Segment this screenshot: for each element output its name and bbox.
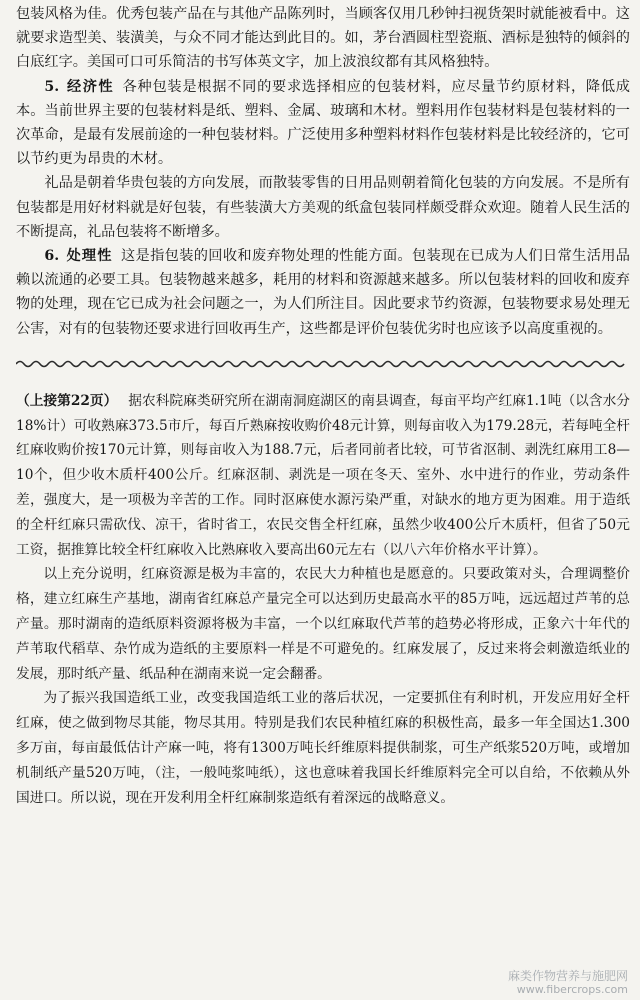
watermark [508, 970, 628, 996]
wave-divider-line [16, 357, 626, 371]
item-6-heading: 处理性 [66, 248, 113, 265]
watermark-url: www.fibercrops.com [516, 983, 628, 996]
watermark-site-name: 麻类作物营养与施肥网 [507, 969, 628, 983]
item-6-paragraph [16, 244, 630, 341]
upper-section [16, 2, 630, 341]
gift-paragraph: 礼品是朝着华贵包装的方向发展，而散装零售的日用品则朝着简化包装的方向发展。不是所有包装都是用好材料就是好包装，有些装潢大方美观的纸盒包装同样颇受群众欢迎。随着人民生活的不断提高，礼品包装将不断增多。 [16, 175, 630, 240]
item-5-number: 5. [44, 78, 60, 95]
lower-section [16, 389, 630, 811]
lower-paragraph-1-text: 据农科院麻类研究所在湖南洞庭湖区的南县调查，每亩平均产红麻1.1吨（以含水分18%计）可收熟麻373.5市斤，每百斤熟麻按收购价48元计算，则每亩收入为179.28元，若每吨全杆红麻收购价按170元计算，则每亩收入为188.7元，后者同前者比较，可节省沤制、剥洗红麻用工8—10个，但少收木质杆400公斤。红麻沤制、剥洗是一项在冬天、室外、水中进行的作业，劳动条件差，强度大，是一项极为辛苦的工作。同时沤麻使水源污染严重，对缺水的地方更为困难。用于造纸的全杆红麻只需砍伐、凉干，省时省工，农民交售全杆红麻，虽然少收400公斤木质杆，但省了50元工资，据推算比较全杆红麻收入比熟麻收入要高出60元左右（以八六年价格水平计算）。 [16, 392, 630, 558]
item-6-text: 这是指包装的回收和废弃物处理的性能方面。包装现在已成为人们日常生活用品赖以流通的必要工具。包装物越来越多，耗用的材料和资源越来越多。所以包装材料的回收和废弃物的处理，现在它已成为社会问题之一，为人们所注目。因此要求节约资源，包装物要求易处理无公害，对有的包装物还要求进行回收再生产，这些都是评价包装优劣时也应该予以高度重视的。 [16, 248, 630, 337]
wave-divider [16, 353, 630, 375]
item-5-text: 各种包装是根据不同的要求选择相应的包装材料，应尽量节约原材料，降低成本。当前世界主要的包装材料是纸、塑料、金属、玻璃和木材。塑料用作包装材料是包装材料的一次革命，是最有发展前途的一种包装材料。广泛使用多种塑料材料作包装材料是比较经济的，它可以节约更为昂贵的木材。 [16, 78, 630, 168]
intro-paragraph: 包装风格为佳。优秀包装产品在与其他产品陈列时，当顾客仅用几秒钟扫视货架时就能被看中。这就要求造型美、装潢美，与众不同才能达到此目的。如，茅台酒圆柱型瓷瓶、酒标是独特的倾斜的白底红字。美国可口可乐简洁的书写体英文字，加上波浪纹都有其风格独特。 [16, 6, 630, 71]
item-6-number: 6. [44, 248, 60, 265]
lower-paragraph-2: 以上充分说明，红麻资源是极为丰富的，农民大力种植也是愿意的。只要政策对头，合理调整价格，建立红麻生产基地，湖南省红麻总产量完全可以达到历史最高水平的85万吨，远远超过芦苇的总产量。那时湖南的造纸原料资源将极为丰富，一个以红麻取代芦苇的趋势必将形成，正象六十年代的芦苇取代稻草、杂竹成为造纸的主要原料一样是不可避免的。红麻发展了，反过来将会刺激造纸业的发展，那时纸产量、纸品种在湖南来说一定会翻番。 [16, 566, 630, 682]
continued-from-note: （上接第22页） [16, 392, 118, 409]
item-5-heading: 经济性 [66, 78, 115, 95]
lower-paragraph-1 [16, 389, 630, 563]
lower-paragraph-3: 为了振兴我国造纸工业，改变我国造纸工业的落后状况，一定要抓住有利时机，开发应用好全杆红麻，使之做到物尽其能，物尽其用。特别是我们农民种植红麻的积极性高，最多一年全国达1.300多万亩，每亩最低估计产麻一吨，将有1300万吨长纤维原料提供制浆，可生产纸浆520万吨，或增加机制纸产量520万吨，（注，一般吨浆吨纸），这也意味着我国长纤维原料完全可以自给，不依赖从外国进口。所以说，现在开发利用全杆红麻制浆造纸有着深远的战略意义。 [16, 690, 630, 806]
item-5-paragraph [16, 75, 630, 172]
